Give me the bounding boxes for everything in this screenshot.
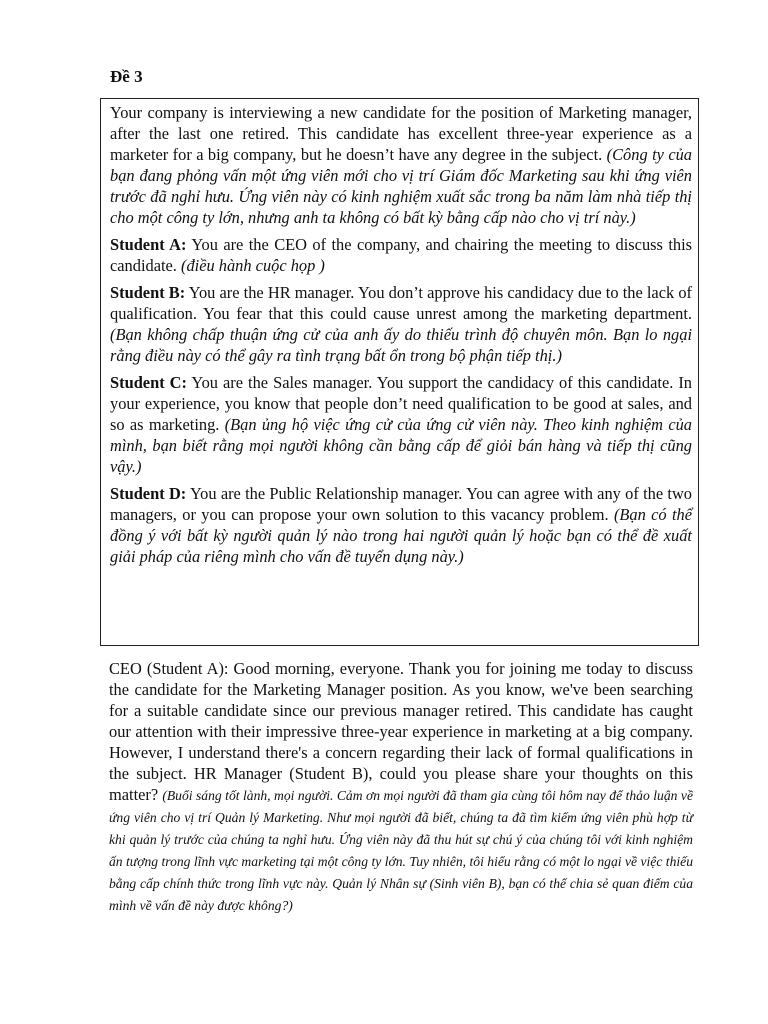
role-vietnamese: (điều hành cuộc họp )	[181, 256, 325, 275]
role-student-b	[110, 282, 692, 366]
role-english: You are the HR manager. You don’t approve his candidacy due to the lack of qualification. You fear that this could cause unrest among the marketing department.	[110, 283, 692, 323]
dialogue-paragraph	[109, 658, 693, 916]
role-label: Student B:	[110, 283, 186, 302]
dialogue-vietnamese: (Buổi sáng tốt lành, mọi người. Cảm ơn mọi người đã tham gia cùng tôi hôm nay để thảo luận về ứng viên cho vị trí Quản lý Marketing. Như mọi người đã biết, chúng ta đã tìm kiếm ứng viên phù hợp từ khi quản lý trước của chúng ta nghỉ hưu. Ứng viên này đã thu hút sự chú ý của chúng tôi với kinh nghiệm ấn tượng trong lĩnh vực marketing tại một công ty lớn. Tuy nhiên, tôi hiểu rằng có một lo ngại về việc thiếu bằng cấp chính thức trong lĩnh vực này. Quản lý Nhân sự (Sinh viên B), bạn có thể chia sẻ quan điểm của mình về vấn đề này được không?)	[109, 788, 693, 913]
intro-vietnamese: (Công ty của bạn đang phỏng vấn một ứng viên mới cho vị trí Giám đốc Marketing sau khi ứng viên trước đã nghỉ hưu. Ứng viên này có kinh nghiệm xuất sắc trong ba năm làm nhà tiếp thị cho một công ty lớn, nhưng anh ta không có bất kỳ bằng cấp nào cho vị trí này.)	[110, 145, 692, 227]
intro-english: Your company is interviewing a new candidate for the position of Marketing manager, after the last one retired. This candidate has excellent three-year experience as a marketer for a big company, but he doesn’t have any degree in the subject.	[110, 103, 692, 164]
role-vietnamese: (Bạn không chấp thuận ứng cử của anh ấy do thiếu trình độ chuyên môn. Bạn lo ngại rằng điều này có thể gây ra tình trạng bất ổn trong bộ phận tiếp thị.)	[110, 325, 692, 365]
role-label: Student A:	[110, 235, 187, 254]
role-label: Student C:	[110, 373, 187, 392]
role-vietnamese: (Bạn ủng hộ việc ứng cử của ứng cử viên này. Theo kinh nghiệm của mình, bạn biết rằng mọi người không cần bằng cấp để giỏi bán hàng và tiếp thị cũng vậy.)	[110, 415, 692, 476]
role-vietnamese: (Bạn có thể đồng ý với bất kỳ người quản lý nào trong hai người quản lý hoặc bạn có thể đề xuất giải pháp của riêng mình cho vấn đề tuyển dụng này.)	[110, 505, 692, 566]
role-english: You are the Public Relationship manager. You can agree with any of the two managers, or you can propose your own solution to this vacancy problem.	[110, 484, 692, 524]
intro-paragraph	[110, 102, 692, 228]
role-student-c	[110, 372, 692, 477]
role-student-a	[110, 234, 692, 276]
dialogue-english: CEO (Student A): Good morning, everyone. Thank you for joining me today to discuss the candidate for the Marketing Manager position. As you know, we've been searching for a suitable candidate since our previous manager retired. This candidate has caught our attention with their impressive three-year experience in marketing at a big company. However, I understand there's a concern regarding their lack of formal qualifications in the subject. HR Manager (Student B), could you please share your thoughts on this matter?	[109, 659, 693, 804]
exercise-heading: Đề 3	[110, 67, 143, 86]
role-english: You are the Sales manager. You support the candidacy of this candidate. In your experience, you know that people don’t need qualification to be good at sales, and so as marketing.	[110, 373, 693, 434]
role-english: You are the CEO of the company, and chairing the meeting to discuss this candidate.	[110, 235, 692, 275]
role-label: Student D:	[110, 484, 187, 503]
role-student-d	[110, 483, 692, 567]
role-play-box	[100, 98, 699, 646]
